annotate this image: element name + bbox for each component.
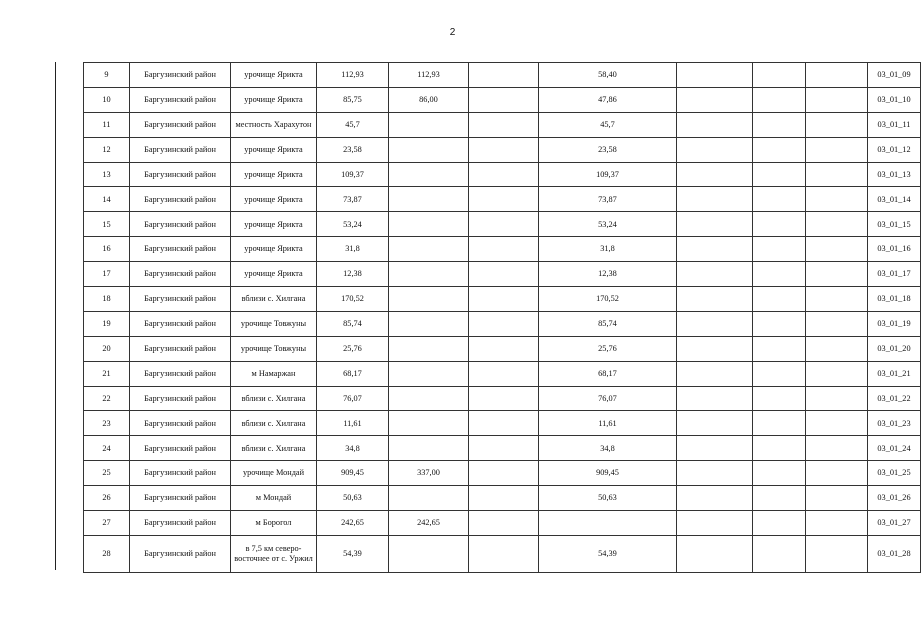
empty-cell bbox=[469, 262, 539, 287]
row-number: 14 bbox=[84, 187, 130, 212]
district-cell: Баргузинский район bbox=[130, 386, 231, 411]
area-2-cell bbox=[389, 237, 469, 262]
empty-cell bbox=[753, 511, 806, 536]
empty-cell bbox=[806, 187, 868, 212]
area-2-cell: 242,65 bbox=[389, 511, 469, 536]
area-2-cell bbox=[389, 137, 469, 162]
plot-code-cell: 03_01_27 bbox=[868, 511, 921, 536]
table-row bbox=[84, 162, 921, 187]
area-2-cell bbox=[389, 212, 469, 237]
row-number: 19 bbox=[84, 311, 130, 336]
empty-cell bbox=[677, 511, 753, 536]
locality-cell: м Намаржан bbox=[231, 361, 317, 386]
area-2-cell bbox=[389, 311, 469, 336]
empty-cell bbox=[806, 63, 868, 88]
empty-cell bbox=[677, 137, 753, 162]
table-row bbox=[84, 336, 921, 361]
district-cell: Баргузинский район bbox=[130, 63, 231, 88]
empty-cell bbox=[753, 287, 806, 312]
empty-cell bbox=[806, 411, 868, 436]
row-number: 27 bbox=[84, 511, 130, 536]
empty-cell bbox=[753, 187, 806, 212]
area-2-cell bbox=[389, 287, 469, 312]
empty-cell bbox=[753, 112, 806, 137]
row-number: 25 bbox=[84, 461, 130, 486]
row-number: 9 bbox=[84, 63, 130, 88]
empty-cell bbox=[753, 162, 806, 187]
page-number: 2 bbox=[449, 27, 456, 38]
empty-cell bbox=[677, 535, 753, 572]
row-number: 23 bbox=[84, 411, 130, 436]
locality-cell: урочище Ярикта bbox=[231, 187, 317, 212]
empty-cell bbox=[753, 262, 806, 287]
locality-cell: урочище Ярикта bbox=[231, 87, 317, 112]
district-cell: Баргузинский район bbox=[130, 461, 231, 486]
area-4-cell: 31,8 bbox=[539, 237, 677, 262]
area-cell: 85,75 bbox=[317, 87, 389, 112]
table-row bbox=[84, 287, 921, 312]
empty-cell bbox=[753, 386, 806, 411]
empty-cell bbox=[469, 112, 539, 137]
empty-cell bbox=[806, 461, 868, 486]
area-4-cell: 54,39 bbox=[539, 535, 677, 572]
area-2-cell bbox=[389, 336, 469, 361]
table-body bbox=[84, 63, 921, 573]
area-cell: 31,8 bbox=[317, 237, 389, 262]
row-number: 10 bbox=[84, 87, 130, 112]
empty-cell bbox=[753, 436, 806, 461]
empty-cell bbox=[753, 411, 806, 436]
area-2-cell bbox=[389, 486, 469, 511]
land-plot-table bbox=[83, 62, 921, 573]
district-cell: Баргузинский район bbox=[130, 87, 231, 112]
empty-cell bbox=[806, 137, 868, 162]
empty-cell bbox=[677, 63, 753, 88]
area-4-cell: 909,45 bbox=[539, 461, 677, 486]
empty-cell bbox=[469, 386, 539, 411]
row-number: 16 bbox=[84, 237, 130, 262]
area-4-cell: 45,7 bbox=[539, 112, 677, 137]
plot-code-cell: 03_01_19 bbox=[868, 311, 921, 336]
table-row bbox=[84, 436, 921, 461]
locality-cell: вблизи с. Хилгана bbox=[231, 411, 317, 436]
empty-cell bbox=[677, 436, 753, 461]
area-4-cell: 25,76 bbox=[539, 336, 677, 361]
empty-cell bbox=[753, 63, 806, 88]
empty-cell bbox=[677, 287, 753, 312]
row-number: 12 bbox=[84, 137, 130, 162]
locality-cell: урочище Ярикта bbox=[231, 212, 317, 237]
empty-cell bbox=[753, 461, 806, 486]
table-row bbox=[84, 535, 921, 572]
area-4-cell: 53,24 bbox=[539, 212, 677, 237]
empty-cell bbox=[806, 336, 868, 361]
empty-cell bbox=[469, 137, 539, 162]
plot-code-cell: 03_01_21 bbox=[868, 361, 921, 386]
area-4-cell: 12,38 bbox=[539, 262, 677, 287]
area-4-cell: 76,07 bbox=[539, 386, 677, 411]
area-cell: 109,37 bbox=[317, 162, 389, 187]
plot-code-cell: 03_01_12 bbox=[868, 137, 921, 162]
area-2-cell bbox=[389, 386, 469, 411]
table-row bbox=[84, 87, 921, 112]
area-4-cell bbox=[539, 511, 677, 536]
empty-cell bbox=[753, 87, 806, 112]
empty-cell bbox=[677, 411, 753, 436]
empty-cell bbox=[806, 212, 868, 237]
table-row bbox=[84, 237, 921, 262]
area-4-cell: 34,8 bbox=[539, 436, 677, 461]
locality-cell: вблизи с. Хилгана bbox=[231, 287, 317, 312]
empty-cell bbox=[806, 436, 868, 461]
empty-cell bbox=[469, 63, 539, 88]
empty-cell bbox=[677, 386, 753, 411]
empty-cell bbox=[677, 461, 753, 486]
empty-cell bbox=[677, 336, 753, 361]
locality-cell: урочище Ярикта bbox=[231, 262, 317, 287]
locality-cell: в 7,5 км северо-восточнее от с. Уржил bbox=[231, 535, 317, 572]
district-cell: Баргузинский район bbox=[130, 436, 231, 461]
row-number: 13 bbox=[84, 162, 130, 187]
area-cell: 25,76 bbox=[317, 336, 389, 361]
area-4-cell: 85,74 bbox=[539, 311, 677, 336]
empty-cell bbox=[806, 287, 868, 312]
area-2-cell: 337,00 bbox=[389, 461, 469, 486]
table-row bbox=[84, 311, 921, 336]
empty-cell bbox=[806, 511, 868, 536]
empty-cell bbox=[806, 535, 868, 572]
district-cell: Баргузинский район bbox=[130, 336, 231, 361]
empty-cell bbox=[806, 386, 868, 411]
locality-cell: урочище Ярикта bbox=[231, 237, 317, 262]
area-cell: 112,93 bbox=[317, 63, 389, 88]
empty-cell bbox=[469, 87, 539, 112]
plot-code-cell: 03_01_28 bbox=[868, 535, 921, 572]
table-row bbox=[84, 386, 921, 411]
area-cell: 12,38 bbox=[317, 262, 389, 287]
district-cell: Баргузинский район bbox=[130, 361, 231, 386]
empty-cell bbox=[753, 311, 806, 336]
locality-cell: вблизи с. Хилгана bbox=[231, 386, 317, 411]
area-cell: 11,61 bbox=[317, 411, 389, 436]
locality-cell: м Мондай bbox=[231, 486, 317, 511]
area-2-cell bbox=[389, 262, 469, 287]
area-2-cell bbox=[389, 436, 469, 461]
area-cell: 909,45 bbox=[317, 461, 389, 486]
left-margin-line bbox=[55, 62, 56, 570]
empty-cell bbox=[677, 112, 753, 137]
plot-code-cell: 03_01_22 bbox=[868, 386, 921, 411]
area-4-cell: 11,61 bbox=[539, 411, 677, 436]
area-4-cell: 170,52 bbox=[539, 287, 677, 312]
plot-code-cell: 03_01_14 bbox=[868, 187, 921, 212]
district-cell: Баргузинский район bbox=[130, 137, 231, 162]
empty-cell bbox=[806, 361, 868, 386]
area-2-cell bbox=[389, 112, 469, 137]
table-row bbox=[84, 187, 921, 212]
empty-cell bbox=[753, 486, 806, 511]
locality-cell: урочище Товжуны bbox=[231, 336, 317, 361]
district-cell: Баргузинский район bbox=[130, 187, 231, 212]
empty-cell bbox=[469, 212, 539, 237]
locality-cell: урочище Ярикта bbox=[231, 63, 317, 88]
plot-code-cell: 03_01_23 bbox=[868, 411, 921, 436]
area-2-cell: 86,00 bbox=[389, 87, 469, 112]
empty-cell bbox=[753, 212, 806, 237]
empty-cell bbox=[469, 511, 539, 536]
plot-code-cell: 03_01_17 bbox=[868, 262, 921, 287]
table-row bbox=[84, 63, 921, 88]
empty-cell bbox=[469, 436, 539, 461]
table-row bbox=[84, 461, 921, 486]
district-cell: Баргузинский район bbox=[130, 287, 231, 312]
locality-cell: урочище Ярикта bbox=[231, 137, 317, 162]
plot-code-cell: 03_01_11 bbox=[868, 112, 921, 137]
locality-cell: урочище Мондай bbox=[231, 461, 317, 486]
table-row bbox=[84, 112, 921, 137]
empty-cell bbox=[677, 162, 753, 187]
plot-code-cell: 03_01_15 bbox=[868, 212, 921, 237]
row-number: 11 bbox=[84, 112, 130, 137]
empty-cell bbox=[469, 361, 539, 386]
empty-cell bbox=[753, 237, 806, 262]
row-number: 20 bbox=[84, 336, 130, 361]
area-4-cell: 73,87 bbox=[539, 187, 677, 212]
locality-cell: урочище Ярикта bbox=[231, 162, 317, 187]
area-cell: 45,7 bbox=[317, 112, 389, 137]
locality-cell: местность Харахутон bbox=[231, 112, 317, 137]
area-2-cell: 112,93 bbox=[389, 63, 469, 88]
table-row bbox=[84, 137, 921, 162]
row-number: 21 bbox=[84, 361, 130, 386]
table-row bbox=[84, 411, 921, 436]
area-2-cell bbox=[389, 162, 469, 187]
area-cell: 50,63 bbox=[317, 486, 389, 511]
plot-code-cell: 03_01_18 bbox=[868, 287, 921, 312]
area-cell: 53,24 bbox=[317, 212, 389, 237]
empty-cell bbox=[469, 535, 539, 572]
area-4-cell: 47,86 bbox=[539, 87, 677, 112]
plot-code-cell: 03_01_09 bbox=[868, 63, 921, 88]
plot-code-cell: 03_01_13 bbox=[868, 162, 921, 187]
empty-cell bbox=[469, 411, 539, 436]
table-row bbox=[84, 511, 921, 536]
area-cell: 242,65 bbox=[317, 511, 389, 536]
area-cell: 73,87 bbox=[317, 187, 389, 212]
row-number: 24 bbox=[84, 436, 130, 461]
empty-cell bbox=[469, 287, 539, 312]
empty-cell bbox=[677, 87, 753, 112]
empty-cell bbox=[677, 486, 753, 511]
district-cell: Баргузинский район bbox=[130, 212, 231, 237]
plot-code-cell: 03_01_10 bbox=[868, 87, 921, 112]
area-cell: 34,8 bbox=[317, 436, 389, 461]
empty-cell bbox=[806, 486, 868, 511]
empty-cell bbox=[469, 486, 539, 511]
row-number: 18 bbox=[84, 287, 130, 312]
table-row bbox=[84, 361, 921, 386]
district-cell: Баргузинский район bbox=[130, 262, 231, 287]
empty-cell bbox=[806, 311, 868, 336]
area-4-cell: 58,40 bbox=[539, 63, 677, 88]
plot-code-cell: 03_01_26 bbox=[868, 486, 921, 511]
area-cell: 76,07 bbox=[317, 386, 389, 411]
area-2-cell bbox=[389, 535, 469, 572]
district-cell: Баргузинский район bbox=[130, 112, 231, 137]
district-cell: Баргузинский район bbox=[130, 535, 231, 572]
plot-code-cell: 03_01_25 bbox=[868, 461, 921, 486]
area-cell: 68,17 bbox=[317, 361, 389, 386]
district-cell: Баргузинский район bbox=[130, 311, 231, 336]
plot-code-cell: 03_01_16 bbox=[868, 237, 921, 262]
empty-cell bbox=[806, 87, 868, 112]
area-4-cell: 68,17 bbox=[539, 361, 677, 386]
empty-cell bbox=[753, 137, 806, 162]
locality-cell: вблизи с. Хилгана bbox=[231, 436, 317, 461]
area-4-cell: 109,37 bbox=[539, 162, 677, 187]
empty-cell bbox=[469, 336, 539, 361]
empty-cell bbox=[806, 112, 868, 137]
empty-cell bbox=[806, 162, 868, 187]
empty-cell bbox=[677, 311, 753, 336]
area-2-cell bbox=[389, 411, 469, 436]
empty-cell bbox=[677, 237, 753, 262]
empty-cell bbox=[753, 535, 806, 572]
empty-cell bbox=[677, 212, 753, 237]
table-row bbox=[84, 212, 921, 237]
area-cell: 23,58 bbox=[317, 137, 389, 162]
locality-cell: урочище Товжуны bbox=[231, 311, 317, 336]
empty-cell bbox=[677, 361, 753, 386]
empty-cell bbox=[753, 361, 806, 386]
area-cell: 85,74 bbox=[317, 311, 389, 336]
empty-cell bbox=[677, 262, 753, 287]
table-row bbox=[84, 262, 921, 287]
row-number: 17 bbox=[84, 262, 130, 287]
area-cell: 170,52 bbox=[317, 287, 389, 312]
empty-cell bbox=[469, 162, 539, 187]
locality-cell: м Борогол bbox=[231, 511, 317, 536]
row-number: 26 bbox=[84, 486, 130, 511]
empty-cell bbox=[469, 237, 539, 262]
empty-cell bbox=[806, 237, 868, 262]
area-4-cell: 50,63 bbox=[539, 486, 677, 511]
row-number: 15 bbox=[84, 212, 130, 237]
area-2-cell bbox=[389, 361, 469, 386]
plot-code-cell: 03_01_20 bbox=[868, 336, 921, 361]
row-number: 28 bbox=[84, 535, 130, 572]
empty-cell bbox=[469, 311, 539, 336]
district-cell: Баргузинский район bbox=[130, 486, 231, 511]
empty-cell bbox=[753, 336, 806, 361]
district-cell: Баргузинский район bbox=[130, 411, 231, 436]
area-2-cell bbox=[389, 187, 469, 212]
area-4-cell: 23,58 bbox=[539, 137, 677, 162]
district-cell: Баргузинский район bbox=[130, 237, 231, 262]
row-number: 22 bbox=[84, 386, 130, 411]
district-cell: Баргузинский район bbox=[130, 511, 231, 536]
plot-code-cell: 03_01_24 bbox=[868, 436, 921, 461]
empty-cell bbox=[469, 187, 539, 212]
district-cell: Баргузинский район bbox=[130, 162, 231, 187]
empty-cell bbox=[677, 187, 753, 212]
empty-cell bbox=[806, 262, 868, 287]
table-row bbox=[84, 486, 921, 511]
area-cell: 54,39 bbox=[317, 535, 389, 572]
empty-cell bbox=[469, 461, 539, 486]
